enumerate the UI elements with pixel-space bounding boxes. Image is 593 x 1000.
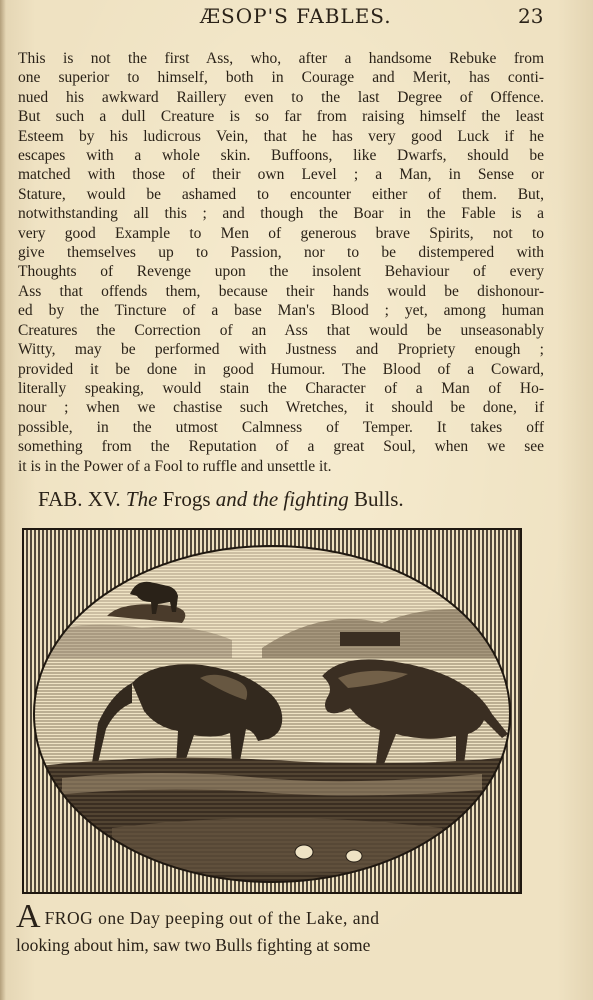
fable-opening-paragraph: [16, 898, 530, 959]
text-line: one superior to himself, both in Courage and Merit, has conti-: [18, 69, 544, 87]
text-line: give themselves up to Passion, nor to be distempered with: [18, 244, 544, 262]
text-line: possible, in the utmost Calmness of Temper. It takes off: [18, 418, 544, 436]
fable-title-and-the-fighting: and the fighting: [215, 487, 349, 511]
text-line: provided it be done in good Humour. The Blood of a Coward,: [18, 360, 544, 378]
text-line: it is in the Power of a Fool to ruffle and unsettle it.: [18, 457, 332, 475]
text-line: looking about him, saw two Bulls fighting at some: [16, 935, 371, 955]
text-line: notwithstanding all this ; and though the Boar in the Fable is a: [18, 205, 544, 223]
text-line: nued his awkward Raillery even to the last Degree of Offence.: [18, 88, 544, 106]
text-line: This is not the first Ass, who, after a handsome Rebuke from: [18, 50, 544, 67]
text-line: very good Example to Men of generous brave Spirits, not to: [18, 224, 544, 242]
text-line: nour ; when we chastise such Wretches, it should be done, if: [18, 399, 544, 417]
text-line: [16, 898, 530, 935]
fable-title-frogs: Frogs: [162, 487, 211, 511]
frog-figure: [295, 845, 313, 859]
page-gutter-shadow: [0, 0, 6, 1000]
fable-title-bulls: Bulls.: [354, 487, 404, 511]
fable-number: FAB. XV.: [38, 487, 121, 511]
woodcut-illustration: [22, 528, 522, 894]
text-line: Stature, would be ashamed to encounter either of them. But,: [18, 185, 544, 203]
running-head: ÆSOP'S FABLES.: [200, 4, 392, 28]
text-line: ed by the Tincture of a base Man's Blood ; yet, among human: [18, 302, 544, 320]
drop-cap: A: [16, 898, 41, 935]
text-line: Thoughts of Revenge upon the insolent Behaviour of every: [18, 263, 544, 281]
text-run: FROG one Day peeping out of the Lake, and: [44, 908, 380, 928]
text-line: escapes with a whole skin. Buffoons, like Dwarfs, should be: [18, 147, 544, 165]
text-line: But such a dull Creature is so far from raising himself the least: [18, 108, 544, 126]
frog-figure: [346, 850, 362, 862]
text-line: Ass that offends them, because their hands would be dishonour-: [18, 282, 544, 300]
moral-paragraph: [18, 49, 544, 476]
text-line: Creatures the Correction of an Ass that would be unseasonably: [18, 321, 544, 339]
text-line: something from the Reputation of a great Soul, when we see: [18, 438, 544, 456]
text-line: matched with those of their own Level ; a Man, in Sense or: [18, 166, 544, 184]
fable-title-the: The: [125, 487, 158, 511]
text-line: Witty, may be performed with Justness and Propriety enough ;: [18, 341, 544, 359]
text-line: Esteem by his ludicrous Vein, that he has very good Luck if he: [18, 127, 544, 145]
page-number: 23: [518, 4, 544, 28]
text-line: literally speaking, would stain the Character of a Man of Ho-: [18, 379, 544, 397]
fable-title: [38, 487, 538, 512]
